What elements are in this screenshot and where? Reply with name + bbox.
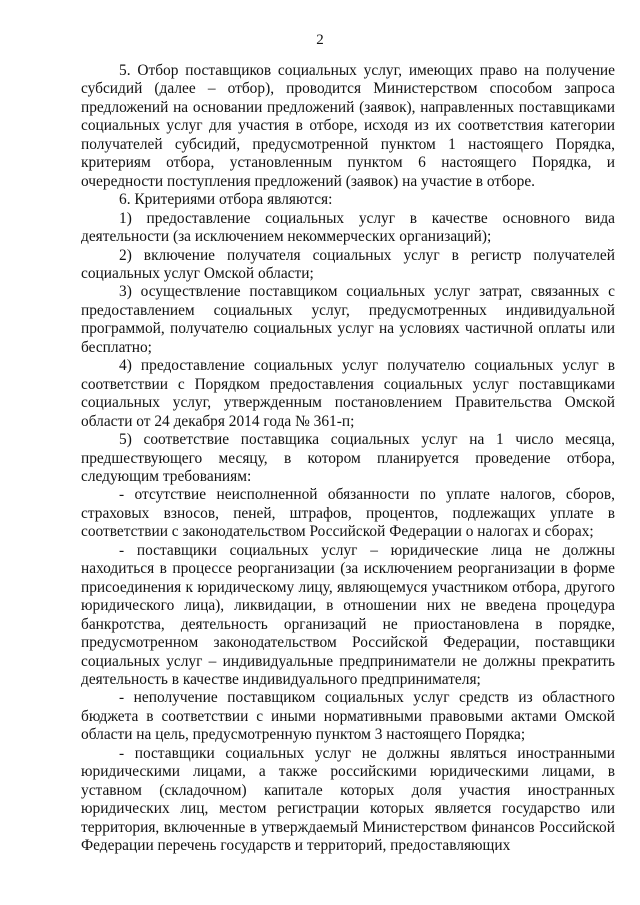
criterion-1: 1) предоставление социальных услуг в качестве основного вида деятельности (за исключением некоммерческих организаций); (81, 209, 615, 246)
page-number: 2 (316, 32, 324, 48)
requirement-not-foreign-entity: - поставщики социальных услуг не должны являться иностранными юридическими лицами, а также российскими юридическими лицами, в уставном (складочном) капитале которых доля участия иностранных юридических лиц, местом регистрации которых является государство или территория, включенные в утверждаемый Министерством финансов Российской Федерации перечень государств и территорий, предоставляющих (81, 744, 615, 855)
requirement-no-regional-funds: - неполучение поставщиком социальных услуг средств из областного бюджета в соответствии с иными нормативными правовыми актами Омской области на цель, предусмотренную пунктом 3 настоящего Порядка; (81, 689, 615, 744)
requirement-no-reorganization: - поставщики социальных услуг – юридические лица не должны находиться в процессе реорганизации (за исключением реорганизации в форме присоединения к юридическому лицу, являющемуся участником отбора, другого юридического лица), ликвидации, в отношении них не введена процедура банкротства, деятельность организаций не приостановлена в порядке, предусмотренном законодательством Российской Федерации, поставщики социальных услуг – индивидуальные предприниматели не должны прекратить деятельность в качестве индивидуального предпринимателя; (81, 541, 615, 688)
requirement-no-tax-debt: - отсутствие неисполненной обязанности по уплате налогов, сборов, страховых взносов, пеней, штрафов, процентов, подлежащих уплате в соответствии с законодательством Российской Федерации о налогах и сборах; (81, 486, 615, 541)
criterion-4: 4) предоставление социальных услуг получателю социальных услуг в соответствии с Порядком предоставления социальных услуг поставщиками социальных услуг, утвержденным постановлением Правительства Омской области от 24 декабря 2014 года № 361-п; (81, 357, 615, 430)
criterion-3: 3) осуществление поставщиком социальных услуг затрат, связанных с предоставлением социальных услуг, предусмотренных индивидуальной программой, получателю социальных услуг на условиях частичной оплаты или бесплатно; (81, 283, 615, 356)
criterion-5: 5) соответствие поставщика социальных услуг на 1 число месяца, предшествующего месяцу, в котором планируется проведение отбора, следующим требованиям: (81, 431, 615, 485)
paragraph-criteria-heading: 6. Критериями отбора являются: (119, 191, 333, 209)
criterion-2: 2) включение получателя социальных услуг в регистр получателей социальных услуг Омской области; (81, 246, 615, 282)
document-body (81, 62, 615, 855)
paragraph-selection-procedure: 5. Отбор поставщиков социальных услуг, имеющих право на получение субсидий (далее – отбор), проводится Министерством способом запроса предложений на основании предложений (заявок), направленных поставщиками социальных услуг для участия в отборе, исходя из их соответствия категории получателей субсидий, предусмотренной пунктом 1 настоящего Порядка, критериям отбора, установленным пунктом 6 настоящего Порядка, и очередности поступления предложений (заявок) на участие в отборе. (81, 62, 615, 190)
